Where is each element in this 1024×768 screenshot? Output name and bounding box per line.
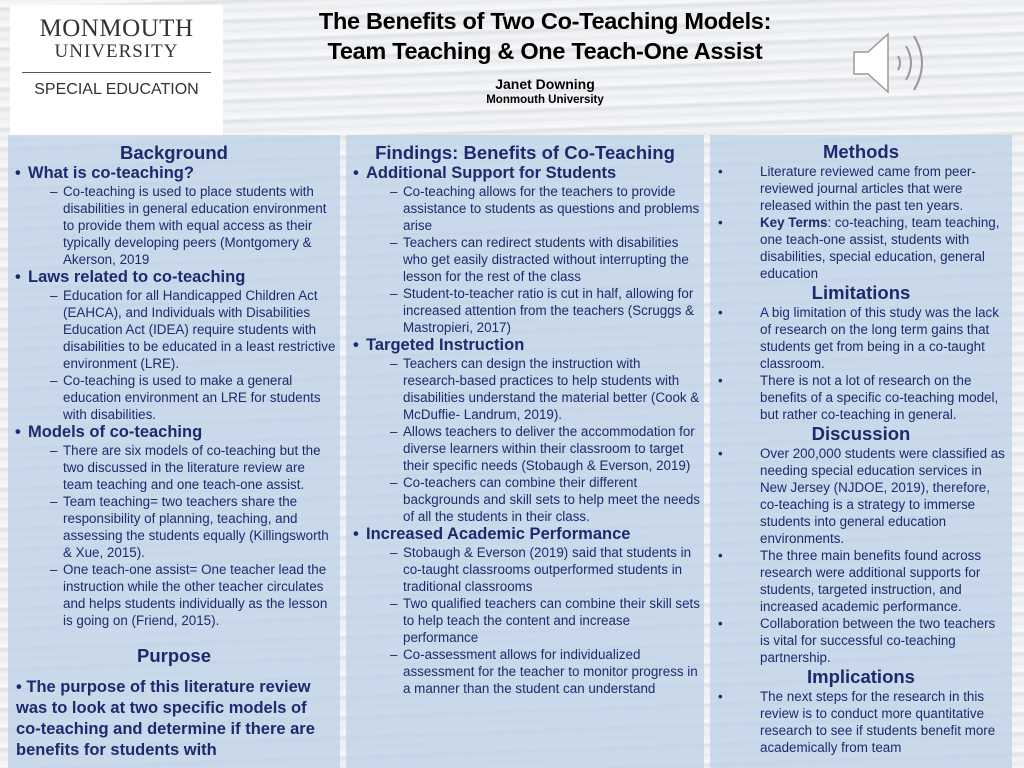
methods-panel: [710, 135, 1012, 768]
section-title: • Models of co-teaching: [8, 423, 340, 442]
author: Janet Downing: [495, 76, 595, 92]
section-title: • Additional Support for Students: [346, 164, 704, 183]
findings-heading: Findings: Benefits of Co-Teaching: [375, 142, 675, 163]
list-item: – Co-teaching is used to place students with disabilities in general education environment to provide them with equal access as their typically developing peers (Montgomery & Akerson, 2019: [8, 183, 340, 268]
section-title: • Laws related to co-teaching: [8, 268, 340, 287]
list-item: • Literature reviewed came from peer-reviewed journal articles that were released within the past ten years.: [710, 163, 1012, 214]
list-item: – Teachers can design the instruction with research-based practices to help students with disabilities understand the material better (Cook & McDuffie- Landrum, 2019).: [346, 355, 704, 423]
section-title: • Targeted Instruction: [346, 336, 704, 355]
logo-line-1: MONMOUTH: [39, 15, 194, 42]
list-item: – Co-assessment allows for individualized assessment for the teacher to monitor progress in a manner than the student can understand: [346, 646, 704, 697]
key-terms-text: : co-teaching, team teaching, one teach-one assist, students with disabilities, special education, general education: [760, 215, 1000, 281]
list-item: – Co-teaching allows for the teachers to provide assistance to students as questions and problems arise: [346, 183, 704, 234]
list-item: – Student-to-teacher ratio is cut in half, allowing for increased attention from the teachers (Scruggs & Mastropieri, 2017): [346, 285, 704, 336]
section-title: • What is co-teaching?: [8, 164, 340, 183]
poster-title: [240, 6, 850, 66]
list-item: – Education for all Handicapped Children Act (EAHCA), and Individuals with Disabilities Education Act (IDEA) require students with disabilities to be educated in a least restrictive environment (LRE).: [8, 287, 340, 372]
list-item: • The next steps for the research in this review is to conduct more quantitative research to see if students benefit more academically from team: [710, 688, 1012, 756]
title-line-2: Team Teaching & One Teach-One Assist: [327, 38, 763, 64]
list-item: – Allows teachers to deliver the accommodation for diverse learners within their classroom to target their specific needs (Stobaugh & Everson, 2019): [346, 423, 704, 474]
findings-panel: [346, 135, 704, 768]
list-item: [710, 214, 1012, 282]
discussion-heading: Discussion: [811, 423, 911, 444]
methods-heading: Methods: [822, 141, 900, 162]
list-item: – One teach-one assist= One teacher lead the instruction while the other teacher circulates and helps students individually as the lesson is going on (Friend, 2015).: [8, 561, 340, 629]
list-item: • Over 200,000 students were classified as needing special education services in New Jersey (NJDOE, 2019), therefore, co-teaching is a strategy to immerse students into general education environments.: [710, 445, 1012, 547]
list-item: • There is not a lot of research on the benefits of a specific co-teaching model, but rather co-teaching in general.: [710, 372, 1012, 423]
list-item: • A big limitation of this study was the lack of research on the long term gains that students get from being in a co-taught classroom.: [710, 304, 1012, 372]
limitations-heading: Limitations: [811, 282, 911, 303]
background-heading: Background: [120, 142, 228, 163]
logo-line-2: UNIVERSITY: [54, 41, 179, 62]
background-panel: [8, 135, 340, 768]
list-item: – Teachers can redirect students with disabilities who get easily distracted without interrupting the lesson for the rest of the class: [346, 234, 704, 285]
list-item: • Collaboration between the two teachers is vital for successful co-teaching partnership.: [710, 615, 1012, 666]
list-item: • The three main benefits found across research were additional supports for students, targeted instruction, and increased academic performance.: [710, 547, 1012, 615]
list-item: – Co-teaching is used to make a general education environment an LRE for students with disabilities.: [8, 372, 340, 423]
implications-heading: Implications: [807, 666, 915, 687]
list-item: – Team teaching= two teachers share the responsibility of planning, teaching, and assessing the students equally (Killingsworth & Xue, 2015).: [8, 493, 340, 561]
title-line-1: The Benefits of Two Co-Teaching Models:: [318, 8, 772, 34]
monmouth-logo: [10, 5, 223, 138]
purpose-text: • The purpose of this literature review was to look at two specific models of co-teaching and determine if there are benefits for students with: [16, 678, 315, 759]
section-title: • Increased Academic Performance: [346, 525, 704, 544]
list-item: – Stobaugh & Everson (2019) said that students in co-taught classrooms outperformed students in traditional classrooms: [346, 544, 704, 595]
key-terms-label: Key Terms: [760, 215, 828, 230]
list-item: – Two qualified teachers can combine their skill sets to help teach the content and increase performance: [346, 595, 704, 646]
purpose-heading: Purpose: [136, 645, 212, 666]
list-item: – Co-teachers can combine their different backgrounds and skill sets to help meet the needs of all the students in their class.: [346, 474, 704, 525]
logo-divider: [22, 72, 211, 73]
affiliation: Monmouth University: [486, 94, 604, 106]
speaker-icon[interactable]: [852, 30, 936, 96]
logo-line-3: SPECIAL EDUCATION: [34, 81, 199, 98]
list-item: – There are six models of co-teaching but the two discussed in the literature review are team teaching and one teach-one assist.: [8, 442, 340, 493]
